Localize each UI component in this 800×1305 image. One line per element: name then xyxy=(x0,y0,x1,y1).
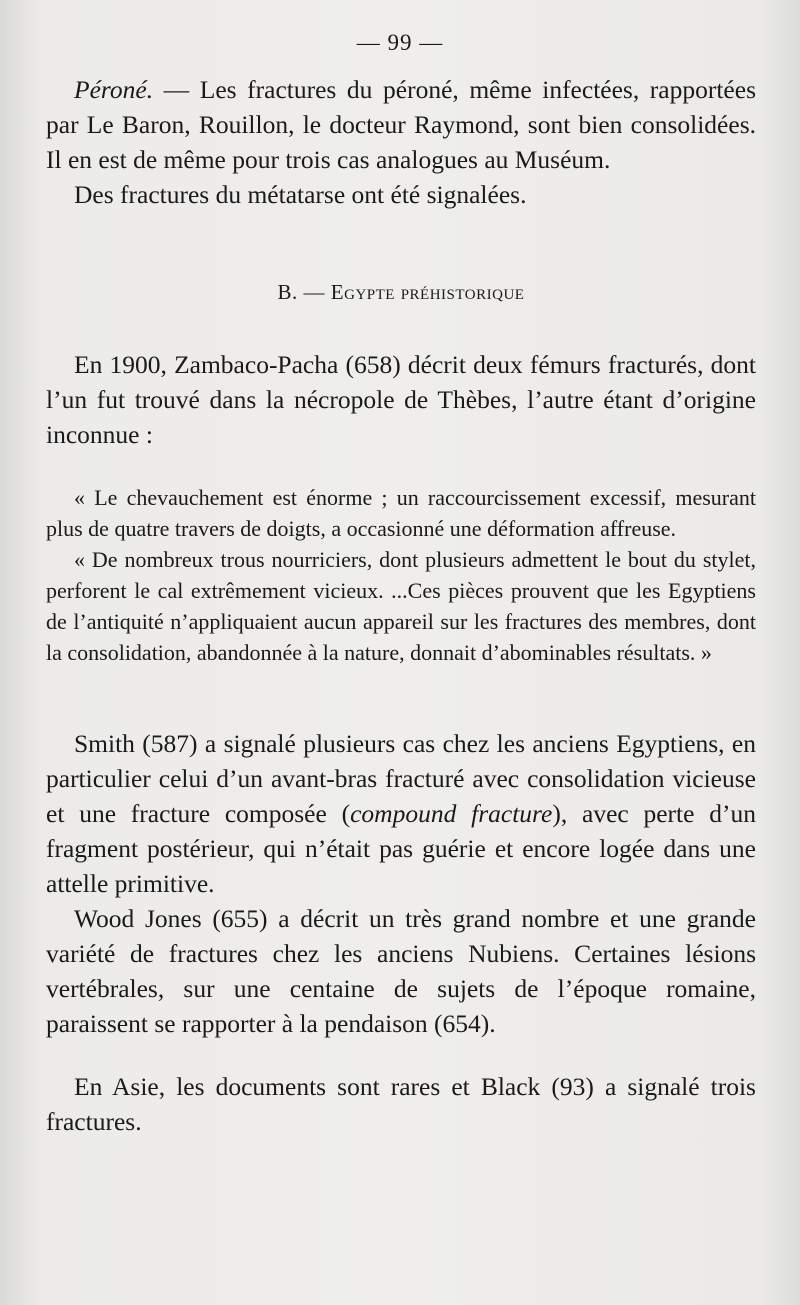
paragraph-metatarse: Des fractures du métatarse ont été signalées. xyxy=(74,180,527,209)
paragraph-perone-text: Les fractures du péroné, même infectées, rapportées par Le Baron, Rouillon, le docteur Raymond, sont bien consolidées. Il en est de même pour trois cas analogues au Muséum. xyxy=(46,75,756,174)
page-body xyxy=(46,72,756,1139)
section-letter: B. — xyxy=(277,280,331,304)
section-title: Egypte préhistorique xyxy=(330,280,525,304)
smith-text-before: Smith (587) a signalé plusieurs cas chez les anciens Egyptiens, en particulier celui d’un avant-bras fracturé avec consolidation vicieuse et une fracture composée ( xyxy=(46,729,756,828)
paragraph-perone xyxy=(46,72,756,177)
smith-text-after: ), avec perte d’un fragment postérieur, qui n’était pas guérie et encore logée dans une attelle primitive. xyxy=(46,799,756,898)
spacer xyxy=(46,668,756,726)
paragraph-wood-jones: Wood Jones (655) a décrit un très grand nombre et une grande variété de fractures chez les anciens Nubiens. Certaines lésions vertébrales, sur une centaine de sujets de l’époque romaine, paraissent se rapporter à la pendaison (654). xyxy=(46,904,756,1038)
paragraph-zambaco: En 1900, Zambaco-Pacha (658) décrit deux fémurs fracturés, dont l’un fut trouvé dans la nécropole de Thèbes, l’autre étant d’origine inconnue : xyxy=(46,350,756,449)
page-number: — 99 — xyxy=(356,30,444,55)
paragraph-smith xyxy=(46,726,756,901)
paragraph-lead-perone: Péroné. xyxy=(74,75,154,104)
paragraph-asie: En Asie, les documents sont rares et Black (93) a signalé trois fractures. xyxy=(46,1072,756,1136)
quote-paragraph-2: « De nombreux trous nourriciers, dont plusieurs admettent le bout du stylet, perforent le cal extrêmement vicieux. ...Ces pièces prouvent que les Egyptiens de l’antiquité n’appliquaient aucun appareil sur les fractures des membres, dont la consolidation, abandonnée à la nature, donnait d’abominables résultats. » xyxy=(46,547,756,665)
smith-italic-term: compound fracture xyxy=(350,799,553,828)
section-heading xyxy=(46,280,756,305)
lead-dash: — xyxy=(153,75,200,104)
quote-paragraph-1: « Le chevauchement est énorme ; un raccourcissement excessif, mesurant plus de quatre travers de doigts, a occasionné une déformation affreuse. xyxy=(46,485,756,541)
spacer xyxy=(46,1041,756,1069)
